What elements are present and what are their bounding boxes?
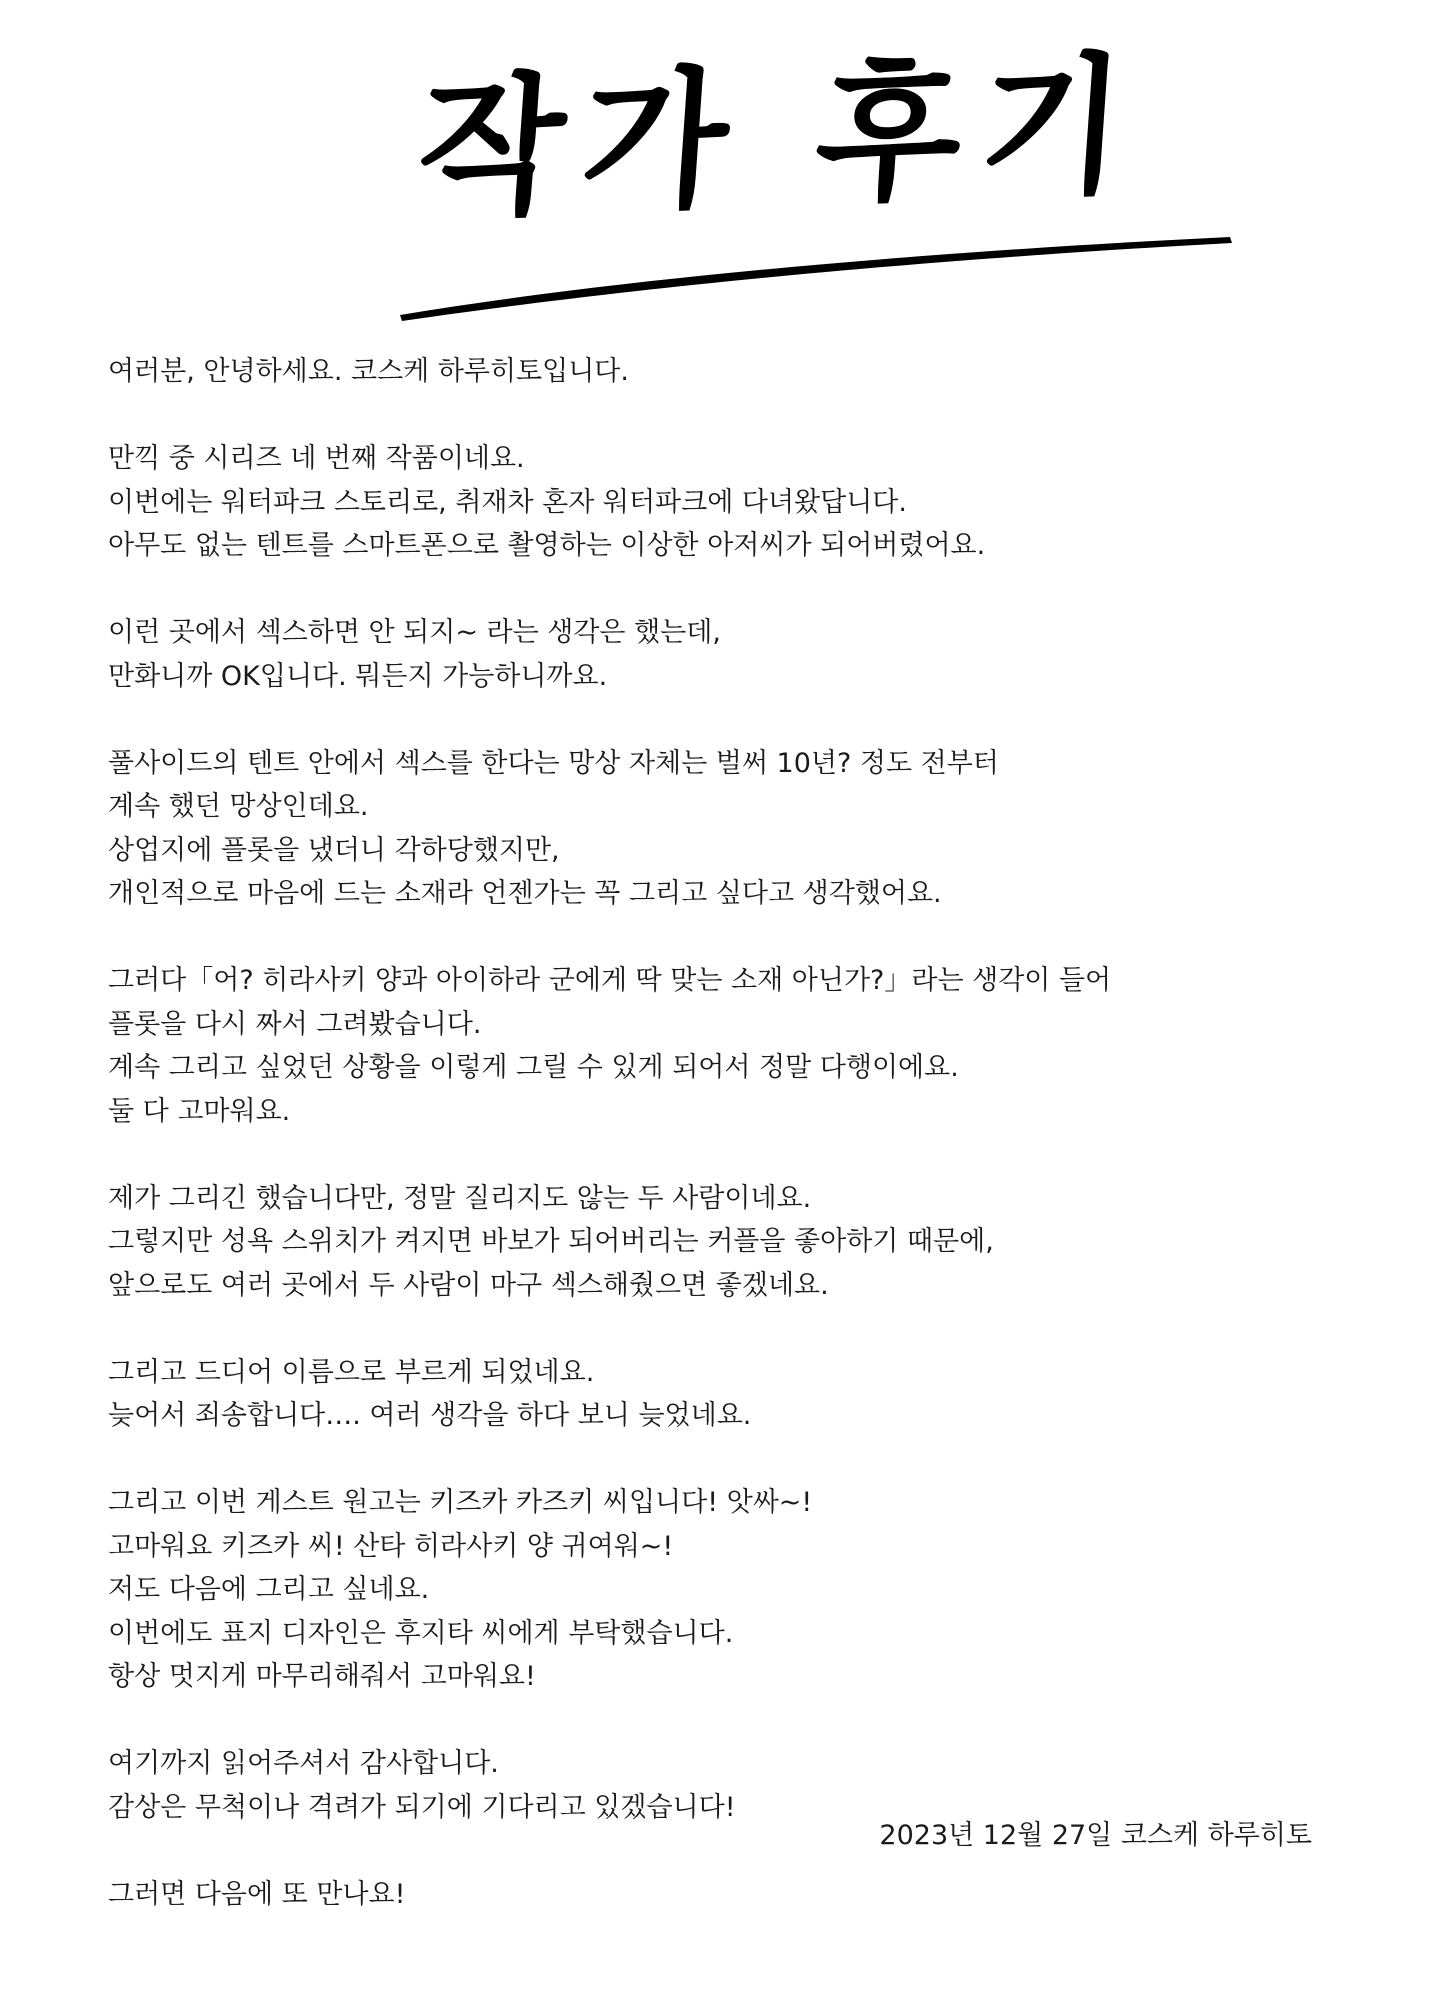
text-line: 만화니까 OK입니다. 뭐든지 가능하니까요. <box>108 660 608 692</box>
title-underline-stroke <box>380 215 1240 335</box>
text-line: 그렇지만 성욕 스위치가 켜지면 바보가 되어버리는 커플을 좋아하기 때문에, <box>108 1226 994 1257</box>
paragraph <box>108 437 1358 568</box>
paragraph <box>108 1351 1358 1438</box>
text-line: 개인적으로 마음에 드는 소재라 언젠가는 꼭 그리고 싶다고 생각했어요. <box>108 878 942 909</box>
text-line: 풀사이드의 텐트 안에서 섹스를 한다는 망상 자체는 벌써 10년? 정도 전부터 <box>108 747 999 779</box>
text-line: 계속 했던 망상인데요. <box>108 791 369 822</box>
text-line: 감상은 무척이나 격려가 되기에 기다리고 있겠습니다! <box>108 1791 736 1823</box>
text-line: 저도 다음에 그리고 싶네요. <box>108 1574 430 1605</box>
text-line: 고마워요 키즈카 씨! 산타 히라사키 양 귀여워~! <box>108 1530 674 1562</box>
paragraph <box>108 1873 1358 1917</box>
text-line: 여기까지 읽어주셔서 감사합니다. <box>108 1748 499 1779</box>
paragraph <box>108 742 1358 916</box>
paragraph <box>108 959 1358 1133</box>
text-line: 여러분, 안녕하세요. 코스케 하루히토입니다. <box>108 356 629 387</box>
title-block <box>380 20 1240 320</box>
signature-line: 2023년 12월 27일 코스케 하루히토 <box>879 1820 1312 1851</box>
text-line: 그러다「어? 히라사키 양과 아이하라 군에게 딱 맞는 소재 아닌가?」라는 생각이 들어 <box>108 965 1112 996</box>
text-line: 상업지에 플롯을 냈더니 각하당했지만, <box>108 834 560 866</box>
text-line: 늦어서 죄송합니다…. 여러 생각을 하다 보니 늦었네요. <box>108 1400 752 1431</box>
paragraph <box>108 611 1358 698</box>
text-line: 이번에도 표지 디자인은 후지타 씨에게 부탁했습니다. <box>108 1617 734 1649</box>
paragraph <box>108 1177 1358 1308</box>
text-line: 아무도 없는 텐트를 스마트폰으로 촬영하는 이상한 아저씨가 되어버렸어요. <box>108 530 986 561</box>
text-line: 그리고 이번 게스트 원고는 키즈카 카즈키 씨입니다! 앗싸~! <box>108 1487 813 1518</box>
text-line: 계속 그리고 싶었던 상황을 이렇게 그릴 수 있게 되어서 정말 다행이에요. <box>108 1052 959 1083</box>
text-line: 항상 멋지게 마무리해줘서 고마워요! <box>108 1661 536 1692</box>
text-line: 그리고 드디어 이름으로 부르게 되었네요. <box>108 1356 595 1388</box>
text-line: 플롯을 다시 짜서 그려봤습니다. <box>108 1008 482 1040</box>
text-line: 앞으로도 여러 곳에서 두 사람이 마구 섹스해줬으면 좋겠네요. <box>108 1269 829 1301</box>
page-title: 작가 후기 <box>412 38 1150 238</box>
text-line: 만끽 중 시리즈 네 번째 작품이네요. <box>108 443 525 474</box>
paragraph <box>108 1481 1358 1699</box>
text-line: 이런 곳에서 섹스하면 안 되지~ 라는 생각은 했는데, <box>108 617 721 648</box>
text-line: 둘 다 고마워요. <box>108 1095 291 1127</box>
text-line: 이번에는 워터파크 스토리로, 취재차 혼자 워터파크에 다녀왔답니다. <box>108 486 907 518</box>
paragraph <box>108 350 1358 394</box>
text-line: 그러면 다음에 또 만나요! <box>108 1878 406 1910</box>
text-line: 제가 그리긴 했습니다만, 정말 질리지도 않는 두 사람이네요. <box>108 1182 812 1214</box>
afterword-body <box>108 350 1358 1960</box>
